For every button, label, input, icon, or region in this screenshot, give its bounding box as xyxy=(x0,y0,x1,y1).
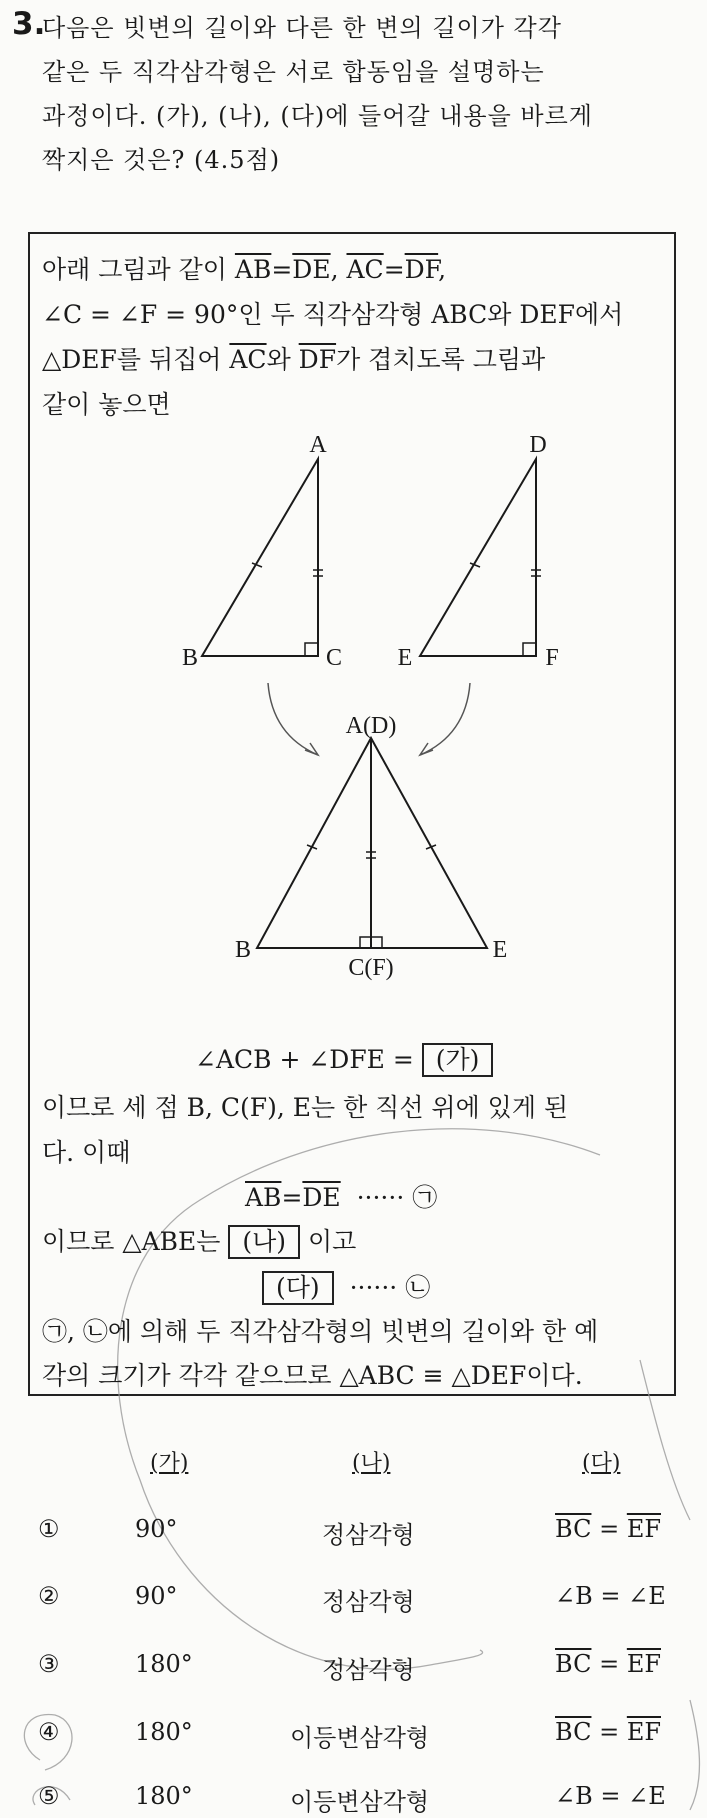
option-1-number[interactable]: ① xyxy=(38,1515,60,1543)
option-1-na: 정삼각형 xyxy=(322,1521,415,1549)
option-3-ga: 180° xyxy=(135,1650,193,1678)
option-3-da: $\overline{BC} = \overline{EF}$ xyxy=(555,1650,661,1678)
label-merged-E: E xyxy=(492,937,508,963)
proof-line-10 xyxy=(262,1268,430,1305)
proof-line-7: 다. 이때 xyxy=(42,1138,131,1167)
label-CF: C(F) xyxy=(348,955,394,981)
proof-line-1: 아래 그림과 같이 $\overline{AB}=\overline{DE}$, $\overline{AC}=\overline{DF}$, xyxy=(42,255,447,284)
proof-line-8: $\overline{AB}=\overline{DE}$ ······ ㉠ xyxy=(245,1183,438,1212)
proof-line-2: ∠C = ∠F = 90°인 두 직각삼각형 ABC와 DEF에서 xyxy=(42,300,624,329)
blank-na: (나) xyxy=(228,1225,300,1259)
triangle-def xyxy=(420,459,541,656)
label-B: B xyxy=(181,645,199,671)
option-2-da: ∠B = ∠E xyxy=(555,1582,666,1610)
proof-line-9: 이므로 △ABE는 (나) 이고 xyxy=(42,1222,356,1259)
blank-ga: (가) xyxy=(422,1043,494,1077)
blank-da: (다) xyxy=(262,1271,334,1305)
option-3-number[interactable]: ③ xyxy=(38,1650,60,1678)
question-line-3: 과정이다. (가), (나), (다)에 들어갈 내용을 바르게 xyxy=(42,102,593,130)
label-E: E xyxy=(397,645,413,671)
header-ga: (가) xyxy=(150,1451,189,1476)
question-line-2: 같은 두 직각삼각형은 서로 합동임을 설명하는 xyxy=(42,58,545,86)
option-1-da: $\overline{BC} = \overline{EF}$ xyxy=(555,1515,661,1543)
marker-1: ······ ㉠ xyxy=(356,1183,438,1212)
option-2-ga: 90° xyxy=(135,1582,178,1610)
option-5-ga: 180° xyxy=(135,1782,193,1810)
option-5-number[interactable]: ⑤ xyxy=(38,1782,60,1810)
marker-2: ······ ㉡ xyxy=(349,1273,431,1302)
header-na: (나) xyxy=(352,1451,391,1476)
option-3-na: 정삼각형 xyxy=(322,1656,415,1684)
merged-triangle-abe xyxy=(257,738,487,948)
question-line-4: 짝지은 것은? (4.5점) xyxy=(42,146,281,174)
proof-line-6: 이므로 세 점 B, C(F), E는 한 직선 위에 있게 된 xyxy=(42,1093,569,1122)
label-merged-B: B xyxy=(234,937,252,963)
proof-line-12: 각의 크기가 각각 같으므로 △ABC ≡ △DEF이다. xyxy=(42,1361,583,1390)
header-da: (다) xyxy=(582,1451,621,1476)
option-4-da: $\overline{BC} = \overline{EF}$ xyxy=(555,1718,661,1746)
angle-sum-line: ∠ACB + ∠DFE = (가) xyxy=(195,1043,493,1077)
proof-line-3: △DEF를 뒤집어 $\overline{AC}$와 $\overline{DF}$가 겹치도록 그림과 xyxy=(42,345,546,374)
label-F: F xyxy=(545,645,559,671)
option-1-ga: 90° xyxy=(135,1515,178,1543)
question-number: 3. xyxy=(12,6,46,42)
question-line-1: 다음은 빗변의 길이와 다른 한 변의 길이가 각각 xyxy=(42,14,562,42)
option-2-number[interactable]: ② xyxy=(38,1582,60,1610)
option-5-da: ∠B = ∠E xyxy=(555,1782,666,1810)
option-4-number[interactable]: ④ xyxy=(38,1718,60,1746)
option-4-na: 이등변삼각형 xyxy=(290,1724,430,1752)
label-AD: A(D) xyxy=(345,713,397,739)
option-5-na: 이등변삼각형 xyxy=(290,1788,430,1816)
label-A: A xyxy=(309,432,327,458)
option-4-ga: 180° xyxy=(135,1718,193,1746)
label-D: D xyxy=(529,432,547,458)
triangle-abc xyxy=(202,459,323,656)
proof-line-11: ㉠, ㉡에 의해 두 직각삼각형의 빗변의 길이와 한 예 xyxy=(42,1317,599,1346)
label-C: C xyxy=(325,645,343,671)
option-2-na: 정삼각형 xyxy=(322,1588,415,1616)
proof-line-4: 같이 놓으면 xyxy=(42,390,171,419)
